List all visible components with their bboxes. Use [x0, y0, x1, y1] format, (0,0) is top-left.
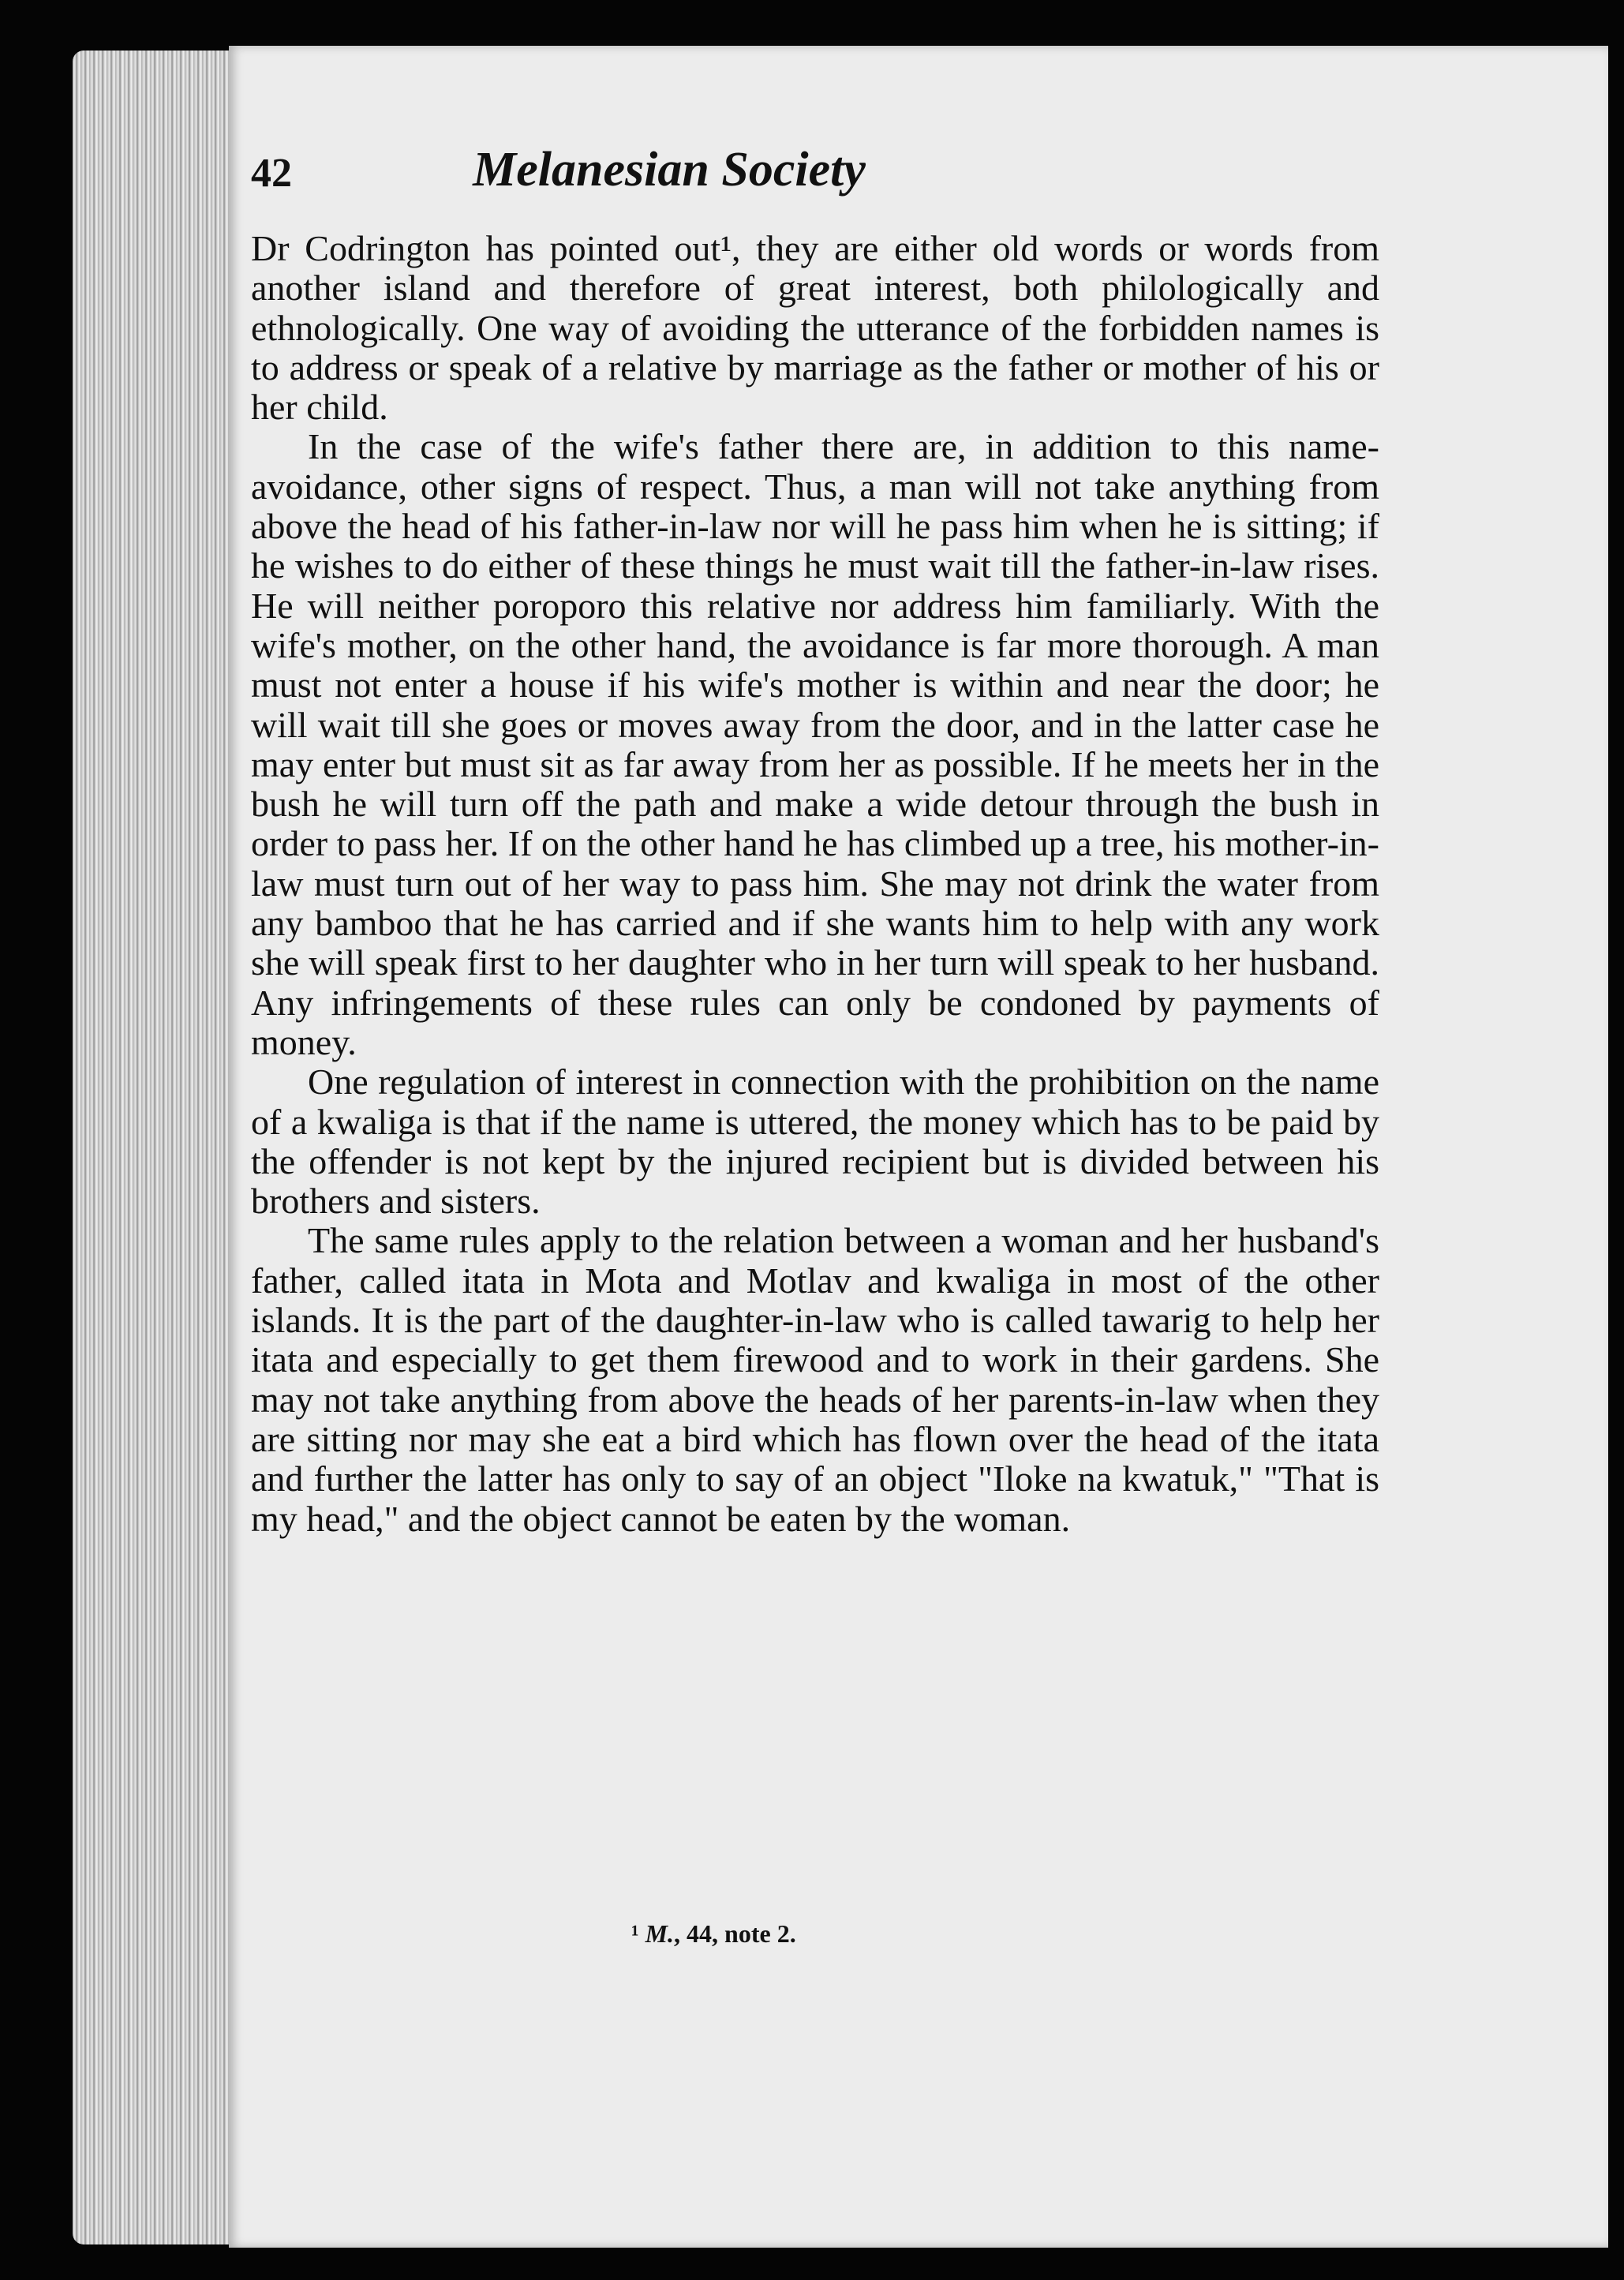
paragraph-1: Dr Codrington has pointed out¹, they are either old words or words from another island and therefore of great interest, both philologically and ethnologically. One way of avoiding the utterance of the forbidden names is to address or speak of a relative by marriage as the father or mother of his or her child.	[251, 228, 1379, 428]
footnote-source: M.	[645, 1919, 675, 1948]
paragraph-3: One regulation of interest in connection with the prohibition on the name of a kwaliga is that if the name is uttered, the money which has to be paid by the offender is not kept by the injured recipient but is divided between his brothers and sisters.	[251, 1061, 1379, 1222]
footnote	[631, 1919, 796, 1949]
running-head	[251, 142, 1048, 213]
page-number: 42	[251, 151, 292, 196]
footnote-ref: , 44, note 2.	[674, 1919, 796, 1948]
book-page-edges	[73, 51, 230, 2244]
page-title: Melanesian Society	[473, 143, 866, 197]
body-text	[251, 229, 1379, 1539]
footnote-marker: ¹	[631, 1919, 639, 1948]
paragraph-4: The same rules apply to the relation between a woman and her husband's father, called itata in Mota and Motlav and kwaliga in most of the other islands. It is the part of the daughter-in-law who is called tawarig to help her itata and especially to get them firewood and to work in their gardens. She may not take anything from above the heads of her parents-in-law when they are sitting nor may she eat a bird which has flown over the head of the itata and further the latter has only to say of an object "Iloke na kwatuk," "That is my head," and the object cannot be eaten by the woman.	[251, 1220, 1379, 1539]
paragraph-2: In the case of the wife's father there are, in addition to this name-avoidance, other signs of respect. Thus, a man will not take anything from above the head of his father-in-law nor will he pass him when he is sitting; if he wishes to do either of these things he must wait till the father-in-law rises. He will neither poroporo this relative nor address him familiarly. With the wife's mother, on the other hand, the avoidance is far more thorough. A man must not enter a house if his wife's mother is within and near the door; he will wait till she goes or moves away from the door, and in the latter case he may enter but must sit as far away from her as possible. If he meets her in the bush he will turn off the path and make a wide detour through the bush in order to pass her. If on the other hand he has climbed up a tree, his mother-in-law must turn out of her way to pass him. She may not drink the water from any bamboo that he has carried and if she wants him to help with any work she will speak first to her daughter who in her turn will speak to her husband. Any infringements of these rules can only be condoned by payments of money.	[251, 426, 1379, 1062]
